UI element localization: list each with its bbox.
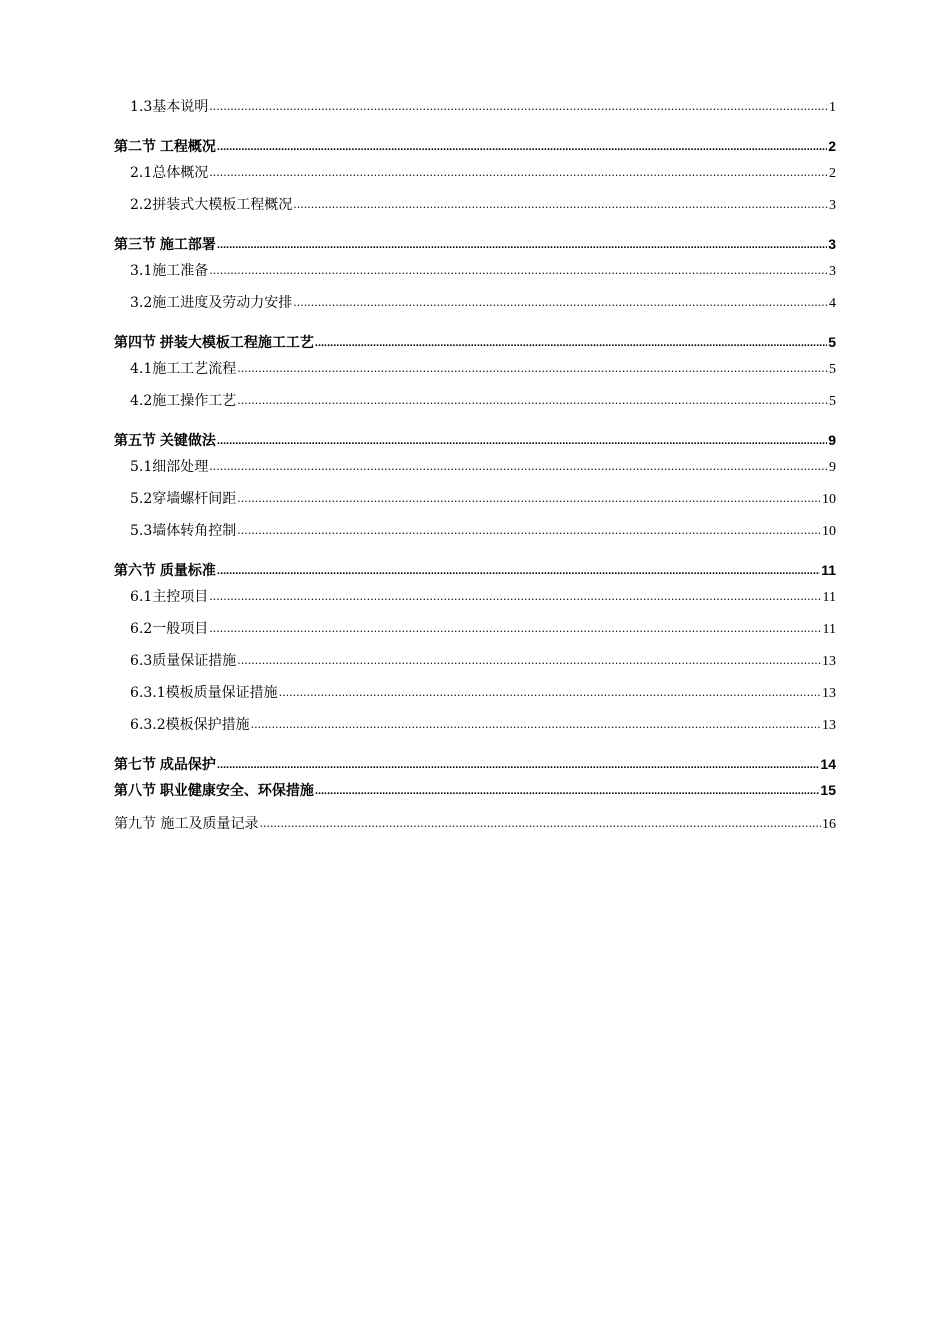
toc-entry-page: 2 <box>828 138 836 154</box>
dot-leader <box>209 93 828 120</box>
toc-entry-6-1[interactable] <box>114 584 836 616</box>
toc-entry-5-2[interactable] <box>114 486 836 518</box>
toc-entry-page: 14 <box>820 756 836 772</box>
toc-entry-title: 第四节 拼装大模板工程施工工艺 <box>114 334 314 350</box>
table-of-contents <box>114 94 836 846</box>
toc-entry-page: 4 <box>829 296 836 311</box>
dot-leader <box>293 289 828 316</box>
toc-entry-page: 5 <box>829 362 836 377</box>
toc-entry-title: 6.1主控项目 <box>130 589 209 605</box>
dot-leader <box>237 387 828 414</box>
toc-entry-section-6[interactable] <box>114 550 836 584</box>
toc-entry-section-9[interactable] <box>114 812 836 846</box>
toc-entry-page: 10 <box>822 524 836 539</box>
toc-entry-page: 9 <box>828 432 836 448</box>
toc-entry-3-1[interactable] <box>114 258 836 290</box>
toc-entry-page: 1 <box>829 100 836 115</box>
toc-entry-section-4[interactable] <box>114 322 836 356</box>
dot-leader <box>209 159 828 186</box>
toc-entry-page: 5 <box>829 394 836 409</box>
dot-leader <box>259 813 821 834</box>
toc-entry-page: 11 <box>822 622 836 637</box>
toc-entry-page: 10 <box>822 492 836 507</box>
toc-entry-title: 第五节 关键做法 <box>114 432 216 448</box>
toc-entry-page: 13 <box>822 686 836 701</box>
dot-leader <box>293 191 828 218</box>
toc-entry-title: 第九节 施工及质量记录 <box>114 816 259 832</box>
toc-entry-section-2[interactable] <box>114 126 836 160</box>
toc-entry-title: 6.3.1模板质量保证措施 <box>130 685 278 701</box>
toc-entry-page: 5 <box>828 334 836 350</box>
toc-entry-page: 11 <box>821 562 836 578</box>
toc-entry-title: 第二节 工程概况 <box>114 138 216 154</box>
toc-entry-page: 3 <box>829 198 836 213</box>
toc-entry-page: 3 <box>829 264 836 279</box>
toc-entry-4-1[interactable] <box>114 356 836 388</box>
toc-entry-title: 4.1施工工艺流程 <box>130 361 237 377</box>
toc-entry-title: 5.2穿墙螺杆间距 <box>130 491 237 507</box>
dot-leader <box>237 355 828 382</box>
dot-leader <box>217 135 827 157</box>
toc-entry-6-2[interactable] <box>114 616 836 648</box>
toc-entry-page: 13 <box>822 718 836 733</box>
dot-leader <box>237 647 821 674</box>
toc-entry-page: 11 <box>822 590 836 605</box>
toc-entry-2-1[interactable] <box>114 160 836 192</box>
toc-entry-6-3-2[interactable] <box>114 712 836 744</box>
toc-entry-title: 3.2施工进度及劳动力安排 <box>130 295 293 311</box>
dot-leader <box>251 711 821 738</box>
dot-leader <box>217 559 820 581</box>
toc-entry-title: 3.1施工准备 <box>130 263 209 279</box>
toc-entry-6-3-1[interactable] <box>114 680 836 712</box>
toc-entry-section-8[interactable] <box>114 778 836 812</box>
toc-entry-page: 2 <box>829 166 836 181</box>
toc-entry-title: 第七节 成品保护 <box>114 756 216 772</box>
dot-leader <box>209 615 821 642</box>
toc-entry-title: 第八节 职业健康安全、环保措施 <box>114 782 314 798</box>
dot-leader <box>315 331 827 353</box>
toc-entry-title: 2.2拼装式大模板工程概况 <box>130 197 293 213</box>
toc-entry-page: 13 <box>822 654 836 669</box>
toc-entry-title: 5.3墙体转角控制 <box>130 523 237 539</box>
toc-entry-page: 15 <box>820 782 836 798</box>
toc-entry-3-2[interactable] <box>114 290 836 322</box>
dot-leader <box>315 779 820 801</box>
dot-leader <box>217 233 827 255</box>
toc-entry-5-3[interactable] <box>114 518 836 550</box>
dot-leader <box>209 583 821 610</box>
toc-entry-page: 9 <box>829 460 836 475</box>
toc-entry-title: 6.3质量保证措施 <box>130 653 237 669</box>
toc-entry-2-2[interactable] <box>114 192 836 224</box>
toc-entry-title: 第三节 施工部署 <box>114 236 216 252</box>
toc-entry-title: 第六节 质量标准 <box>114 562 216 578</box>
dot-leader <box>237 485 821 512</box>
dot-leader <box>209 453 828 480</box>
toc-entry-title: 2.1总体概况 <box>130 165 209 181</box>
toc-entry-6-3[interactable] <box>114 648 836 680</box>
toc-entry-section-5[interactable] <box>114 420 836 454</box>
toc-entry-title: 4.2施工操作工艺 <box>130 393 237 409</box>
toc-entry-title: 1.3基本说明 <box>130 99 209 115</box>
dot-leader <box>217 753 820 775</box>
toc-entry-5-1[interactable] <box>114 454 836 486</box>
toc-entry-4-2[interactable] <box>114 388 836 420</box>
toc-entry-title: 6.2一般项目 <box>130 621 209 637</box>
toc-entry-title: 6.3.2模板保护措施 <box>130 717 250 733</box>
toc-entry-section-7[interactable] <box>114 744 836 778</box>
toc-entry-page: 3 <box>828 236 836 252</box>
toc-entry-page: 16 <box>822 817 836 832</box>
toc-entry-1-3[interactable] <box>114 94 836 126</box>
dot-leader <box>237 517 821 544</box>
toc-entry-title: 5.1细部处理 <box>130 459 209 475</box>
dot-leader <box>279 679 821 706</box>
dot-leader <box>217 429 827 451</box>
dot-leader <box>209 257 828 284</box>
toc-entry-section-3[interactable] <box>114 224 836 258</box>
